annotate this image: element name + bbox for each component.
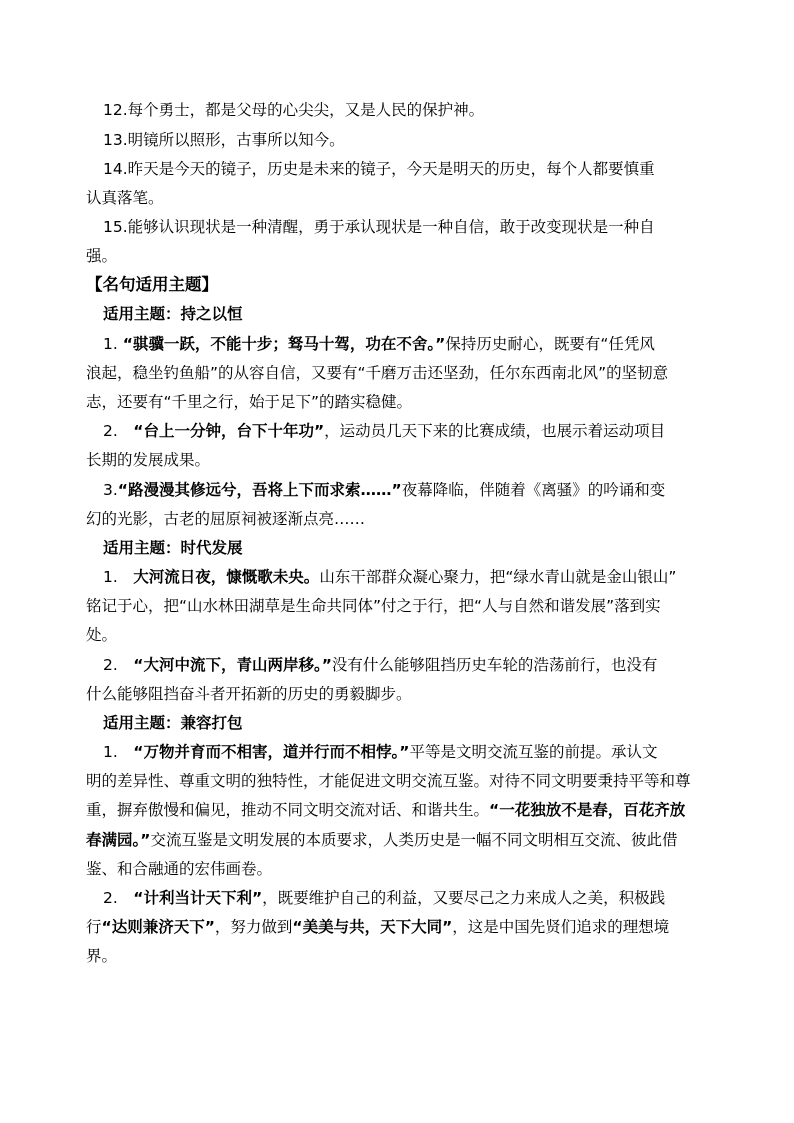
paragraph-line xyxy=(86,917,669,937)
quote: “美美与共，天下大同” xyxy=(292,918,453,936)
quote: 春满园。” xyxy=(86,831,151,849)
paragraph-line: 明的差异性、尊重文明的独特性，才能促进文明交流互鉴。对待不同文明要秉持平等和尊 xyxy=(86,772,691,790)
item-number: 2. xyxy=(103,889,134,907)
list-item-15-line1: 15.能够认识现状是一种清醒，勇于承认现状是一种自信，敢于改变现状是一种自 xyxy=(103,218,655,236)
quote: “骐骥一跃，不能十步；驽马十驾，功在不舍。” xyxy=(122,335,446,353)
quote: “达则兼济天下” xyxy=(101,918,215,936)
paragraph-line: 浪起，稳坐钓鱼船”的从容自信，又要有“千磨万击还坚劲，任尔东西南北风”的坚韧意 xyxy=(86,364,669,382)
paragraph-line: 志，还要有“千里之行，始于足下”的踏实稳健。 xyxy=(86,393,413,411)
quote: “台上一分钟，台下十年功” xyxy=(133,422,325,440)
paragraph-text: 交流互鉴是文明发展的本质要求，人类历史是一幅不同文明相互交流、彼此借 xyxy=(150,831,678,849)
section-heading: 【名句适用主题】 xyxy=(86,275,218,294)
paragraph-text: 山东干部群众凝心聚力，把“绿水青山就是金山银山” xyxy=(319,568,677,586)
list-item-13: 13.明镜所以照形，古事所以知今。 xyxy=(103,131,345,149)
quote: “大河中流下，青山两岸移。” xyxy=(133,656,332,674)
paragraph-line: 界。 xyxy=(86,947,118,965)
paragraph-text: 没有什么能够阻挡历史车轮的浩荡前行，也没有 xyxy=(331,656,658,674)
paragraph-line: 处。 xyxy=(86,626,118,644)
quote: 大河流日夜，慷慨歌未央。 xyxy=(133,568,320,586)
list-item-15-line2: 强。 xyxy=(86,247,118,265)
paragraph-line: 什么能够阻挡奋斗者开拓新的历史的勇毅脚步。 xyxy=(86,685,412,703)
paragraph-line xyxy=(103,334,655,354)
paragraph-text: ，努力做到 xyxy=(214,918,293,936)
paragraph-line xyxy=(103,567,676,587)
list-item-14-line2: 认真落笔。 xyxy=(86,189,164,207)
paragraph-line: 幻的光影，古老的屈原祠被逐渐点亮…… xyxy=(86,510,366,528)
paragraph-text: 重，摒弃傲慢和偏见，推动不同文明交流对话、和谐共生。 xyxy=(86,801,490,819)
item-number: 3. xyxy=(103,481,118,499)
paragraph-line xyxy=(86,830,677,850)
paragraph-line xyxy=(103,888,665,908)
theme-title-perseverance: 适用主题：持之以恒 xyxy=(103,305,243,323)
list-item-14-line1: 14.昨天是今天的镜子，历史是未来的镜子，今天是明天的历史，每个人都要慎重 xyxy=(103,160,655,178)
theme-title-era-development: 适用主题：时代发展 xyxy=(103,539,243,557)
paragraph-text: 行 xyxy=(86,918,102,936)
item-number: 1. xyxy=(103,335,123,353)
paragraph-line xyxy=(103,421,665,441)
paragraph-text: 保持历史耐心，既要有“任凭风 xyxy=(445,335,655,353)
paragraph-text: ，运动员几天下来的比赛成绩，也展示着运动项目 xyxy=(324,422,666,440)
list-item-12: 12.每个勇士，都是父母的心尖尖，又是人民的保护神。 xyxy=(103,101,485,119)
paragraph-line xyxy=(86,800,685,820)
quote: “计利当计天下利” xyxy=(133,889,263,907)
theme-title-inclusiveness: 适用主题：兼容打包 xyxy=(103,714,243,732)
item-number: 1. xyxy=(103,568,134,586)
paragraph-line: 鉴、和合融通的宏伟画卷。 xyxy=(86,860,273,878)
paragraph-line xyxy=(103,480,665,500)
paragraph-line: 长期的发展成果。 xyxy=(86,451,211,469)
quote: “万物并育而不相害，道并行而不相悖。” xyxy=(133,743,410,761)
paragraph-line: 铭记于心，把“山水林田湖草是生命共同体”付之于行，把“人与自然和谐发展”落到实 xyxy=(86,597,661,615)
quote: “路漫漫其修远兮，吾将上下而求索……” xyxy=(117,481,402,499)
item-number: 2. xyxy=(103,422,134,440)
item-number: 2. xyxy=(103,656,134,674)
paragraph-line xyxy=(103,655,657,675)
item-number: 1. xyxy=(103,743,134,761)
paragraph-text: 夜幕降临，伴随着《离骚》的吟诵和变 xyxy=(401,481,666,499)
quote: “一花独放不是春，百花齐放 xyxy=(489,801,686,819)
paragraph-text: ，这是中国先贤们追求的理想境 xyxy=(452,918,670,936)
paragraph-line xyxy=(103,742,657,762)
paragraph-text: 平等是文明交流互鉴的前提。承认文 xyxy=(409,743,658,761)
paragraph-text: ，既要维护自己的利益，又要尽己之力来成人之美，积极践 xyxy=(262,889,666,907)
